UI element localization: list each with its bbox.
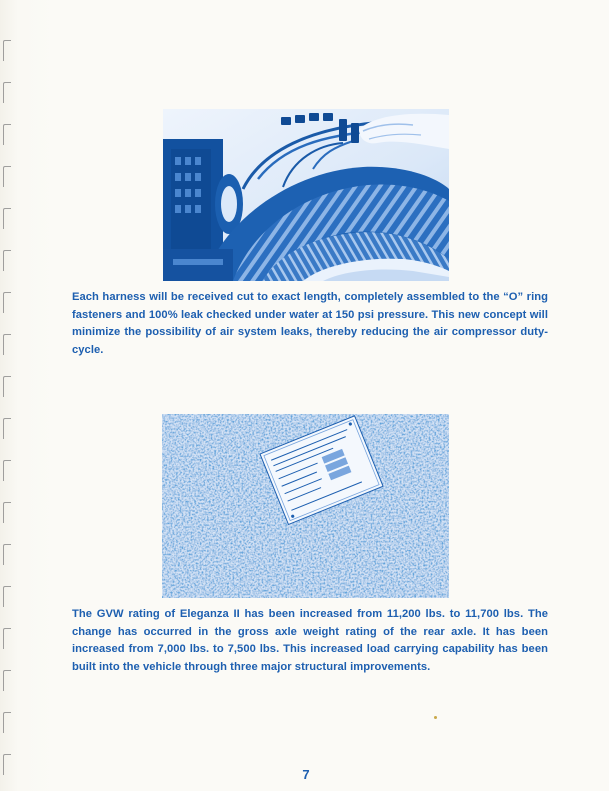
binder-ring (3, 586, 11, 607)
binder-ring (3, 82, 11, 103)
binder-ring (3, 502, 11, 523)
gvw-plate-photo (162, 414, 449, 598)
binder-ring (3, 166, 11, 187)
binder-holes (0, 0, 16, 791)
binder-ring (3, 460, 11, 481)
binder-ring (3, 40, 11, 61)
binder-ring (3, 544, 11, 565)
binder-ring (3, 754, 11, 775)
binder-ring (3, 376, 11, 397)
harness-caption: Each harness will be received cut to exact length, completely assembled to the “O” ring fasteners and 100% leak checked under water at 150 psi pressure. This new concept will minimize the possibility of air system leaks, thereby reducing the air compressor duty-cycle. (72, 291, 548, 356)
binder-ring (3, 712, 11, 733)
page-number: 7 (302, 767, 310, 782)
binder-ring (3, 292, 11, 313)
binder-ring (3, 628, 11, 649)
binder-ring (3, 418, 11, 439)
binder-ring (3, 334, 11, 355)
tire-harness-photo (163, 109, 449, 281)
binder-ring (3, 670, 11, 691)
binder-ring (3, 250, 11, 271)
binder-ring (3, 208, 11, 229)
paper-speck (434, 716, 437, 719)
binder-ring (3, 124, 11, 145)
gvw-caption: The GVW rating of Eleganza II has been increased from 11,200 lbs. to 11,700 lbs. The change has occurred in the gross axle weight rating of the rear axle. It has been increased from 7,000 lbs. to 7,500 lbs. This increased load carrying capability has been built into the vehicle through three major structural improvements. (72, 608, 548, 673)
